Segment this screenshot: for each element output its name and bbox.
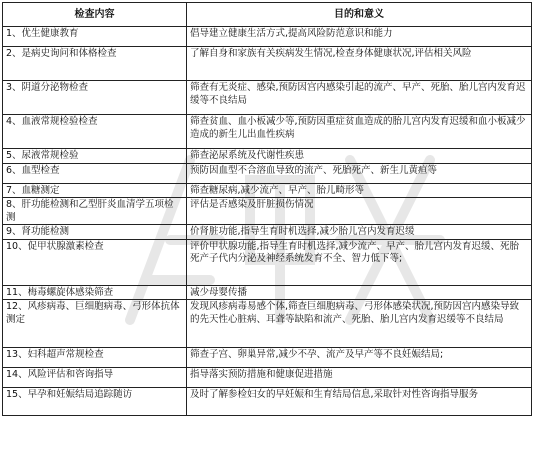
cell-check-content: 7、血糖测定 bbox=[3, 183, 187, 198]
cell-check-content: 15、早孕和妊娠结局追踪随访 bbox=[3, 388, 187, 416]
cell-purpose: 筛查有无炎症、感染,预防因宫内感染引起的流产、早产、死胎、胎儿宫内发育迟缓等不良结局 bbox=[187, 81, 532, 115]
cell-purpose: 筛查子宫、卵巢异常,减少不孕、流产及早产等不良妊娠结局; bbox=[187, 348, 532, 368]
table-row bbox=[3, 81, 532, 115]
cell-check-content: 13、妇科超声常规检查 bbox=[3, 348, 187, 368]
table-row bbox=[3, 27, 532, 47]
table-row bbox=[3, 239, 532, 285]
cell-check-content: 5、尿液常规检验 bbox=[3, 149, 187, 164]
table-row bbox=[3, 47, 532, 81]
cell-check-content: 3、阴道分泌物检查 bbox=[3, 81, 187, 115]
cell-purpose: 评价甲状腺功能,指导生育时机选择,减少流产、早产、胎儿宫内发育迟缓、死胎死产子代内分泌及神经系统发育不全、智力低下等; bbox=[187, 239, 532, 285]
cell-purpose: 价肾脏功能,指导生育时机选择,减少胎儿宫内发育迟缓 bbox=[187, 225, 532, 240]
cell-check-content: 1、优生健康教育 bbox=[3, 27, 187, 47]
table-row bbox=[3, 149, 532, 164]
cell-purpose: 发现风疹病毒易感个体,筛查巨细胞病毒、弓形体感染状况,预防因宫内感染导致的先天性心脏病、耳聋等缺陷和流产、死胎、胎儿宫内发育迟缓等不良结局 bbox=[187, 300, 532, 348]
cell-purpose: 倡导建立健康生活方式,提高风险防范意识和能力 bbox=[187, 27, 532, 47]
table-row bbox=[3, 285, 532, 300]
cell-purpose: 预防因血型不合溶血导致的流产、死胎死产、新生儿黄疸等 bbox=[187, 163, 532, 183]
cell-purpose: 减少母婴传播 bbox=[187, 285, 532, 300]
table-row bbox=[3, 368, 532, 388]
cell-check-content: 9、肾功能检测 bbox=[3, 225, 187, 240]
cell-purpose: 筛查糖尿病,减少流产、早产、胎儿畸形等 bbox=[187, 183, 532, 198]
table-header-row bbox=[3, 3, 532, 27]
cell-check-content: 10、促甲状腺激素检查 bbox=[3, 239, 187, 285]
header-check-content: 检查内容 bbox=[3, 3, 187, 27]
table-row bbox=[3, 163, 532, 183]
table-row bbox=[3, 300, 532, 348]
header-purpose: 目的和意义 bbox=[187, 3, 532, 27]
table-row bbox=[3, 198, 532, 225]
table-row bbox=[3, 115, 532, 149]
cell-check-content: 4、血液常规检验检查 bbox=[3, 115, 187, 149]
checkup-table bbox=[2, 2, 532, 416]
cell-check-content: 12、风疹病毒、巨细胞病毒、弓形体抗体测定 bbox=[3, 300, 187, 348]
cell-check-content: 8、肝功能检测和乙型肝炎血清学五项检测 bbox=[3, 198, 187, 225]
cell-purpose: 筛查泌尿系统及代谢性疾患 bbox=[187, 149, 532, 164]
table-row bbox=[3, 348, 532, 368]
table-row bbox=[3, 388, 532, 416]
cell-check-content: 6、血型检查 bbox=[3, 163, 187, 183]
cell-purpose: 及时了解参检妇女的早妊娠和生育结局信息,采取针对性咨询指导服务 bbox=[187, 388, 532, 416]
cell-check-content: 11、梅毒螺旋体感染筛查 bbox=[3, 285, 187, 300]
cell-check-content: 2、是病史询问和体格检查 bbox=[3, 47, 187, 81]
table-row bbox=[3, 183, 532, 198]
cell-purpose: 指导落实预防措施和健康促进措施 bbox=[187, 368, 532, 388]
cell-purpose: 评估是否感染及肝脏损伤情况 bbox=[187, 198, 532, 225]
cell-check-content: 14、风险评估和咨询指导 bbox=[3, 368, 187, 388]
table-row bbox=[3, 225, 532, 240]
cell-purpose: 筛查贫血、血小板减少等,预防因重症贫血造成的胎儿宫内发育迟缓和血小板减少造成的新生儿出血性疾病 bbox=[187, 115, 532, 149]
cell-purpose: 了解自身和家族有关疾病发生情况,检查身体健康状况,评估相关风险 bbox=[187, 47, 532, 81]
